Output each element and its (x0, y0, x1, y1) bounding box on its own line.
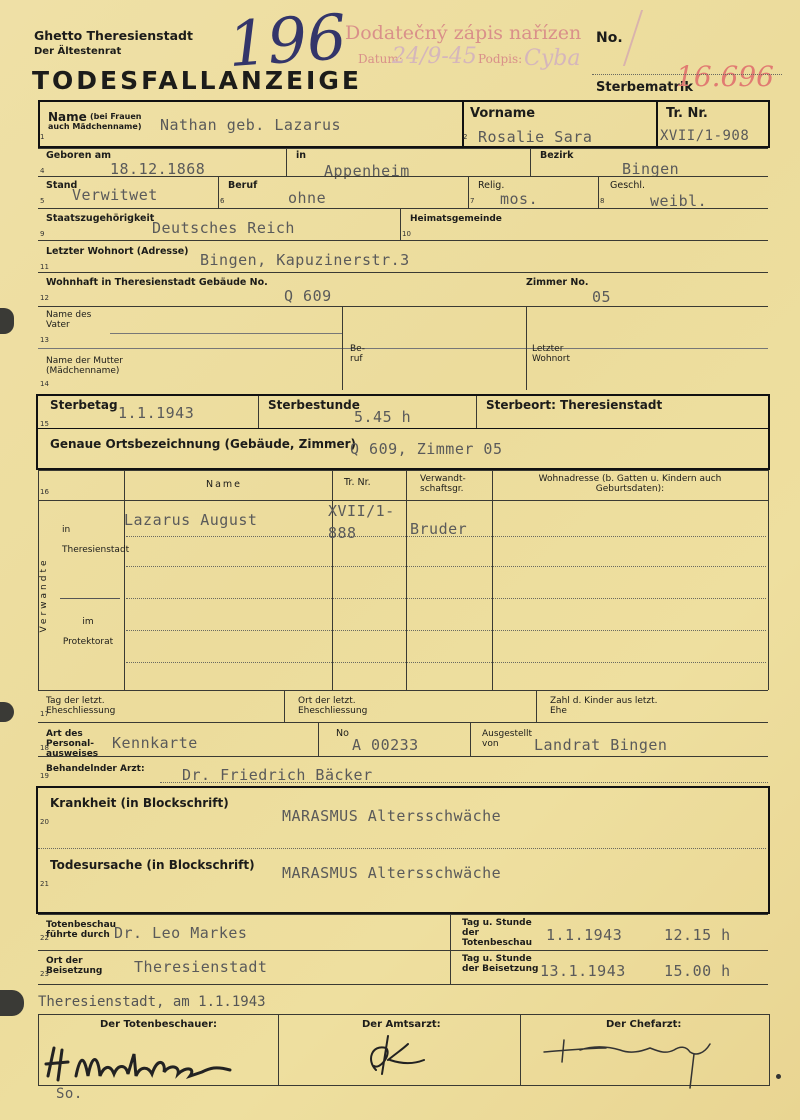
signature-amtsarzt (358, 1030, 458, 1080)
binding-hole-1 (0, 308, 14, 334)
trnr-label: Tr. Nr. (666, 106, 708, 121)
wohnhaft-label: Wohnhaft in Theresienstadt Gebäude No. (46, 277, 268, 288)
krankheit-value: MARASMUS Altersschwäche (282, 807, 502, 825)
beisetzung-tag-label: Tag u. Stunde der Beisetzung (462, 954, 539, 974)
stamp-frame (583, 10, 643, 66)
signature-totenbeschauer (40, 1036, 240, 1086)
org-line2: Der Ältestenrat (34, 46, 122, 57)
parents-wohnort-label: Letzter Wohnort (532, 344, 571, 364)
mutter-label: Name der Mutter (Mädchenname) (46, 356, 123, 376)
place-date (38, 994, 266, 1010)
sterbetag-label: Sterbetag (50, 398, 118, 412)
staats-label: Staatszugehörigkeit (46, 213, 155, 224)
heimat-label: Heimatsgemeinde (410, 214, 502, 224)
org-line1: Ghetto Theresienstadt (34, 28, 193, 43)
beruf-value: ohne (288, 189, 327, 207)
ehe-ort-label: Ort der letzt. Eheschliessung (298, 696, 368, 716)
signature-chefarzt (540, 1034, 730, 1094)
geschl-value: weibl. (650, 192, 708, 210)
todesursache-label: Todesursache (in Blockschrift) (50, 858, 255, 872)
beschau-tag-label: Tag u. Stunde der Totenbeschau (462, 918, 533, 948)
hole-punch (776, 1074, 781, 1079)
beschau-hour: 12.15 h (664, 926, 731, 944)
place-date-text: Theresienstadt, am 1.1.1943 (38, 994, 266, 1010)
sterbestunde-value: 5.45 h (354, 408, 412, 426)
document-title: TODESFALLANZEIGE (32, 66, 362, 95)
sterbetag-value: 1.1.1943 (118, 404, 195, 422)
sig2-label: Der Amtsarzt: (362, 1019, 441, 1030)
rel-col-name: Name (206, 479, 243, 490)
parents-beruf-label: Be-ruf (350, 344, 365, 364)
rel-col-verw: Verwandt-schaftsgr. (420, 474, 466, 494)
krankheit-label: Krankheit (in Blockschrift) (50, 796, 229, 810)
handwritten-number: 196 (225, 0, 349, 82)
zimmer-label: Zimmer No. (526, 277, 589, 288)
bezirk-value: Bingen (622, 160, 680, 178)
sterbematrik-label: Sterbematrik (596, 80, 693, 95)
ausweis-art-value: Kennkarte (112, 734, 198, 752)
staats-value: Deutsches Reich (152, 219, 295, 237)
death-notice-document: Ghetto Theresienstadt Der Ältestenrat TODESFALLANZEIGE 196 Dodatečný zápis nařízen No. Datum: Podpis: 24/9-45 Cyba Sterbematrik 16.696 Name (bei Frauen auch Mädchenname) 1 Nathan geb. Lazarus Vorname 2 Rosalie Sara Tr. Nr. XVII/1-908 Geboren am 4 18.12.1868 in Appenheim Bezirk Bingen Stand 5 Verwitwet Beruf 6 ohne Relig. 7 mos. Geschl. 8 weibl. Staatszugehörigkeit 9 Deutsches Reich Heimatsgemeinde 10 Letzter Wohnort (Adresse) 11 Bingen, Kapuzinerstr.3 Wohnhaft in Theresienstadt Gebäude No. 12 Q 609 Zimmer No. 05 Name des Vater 13 Name der Mutter (Mädchenname) 14 Be-ruf Letzter Wohnort Sterbetag 15 1.1.1943 Sterbestunde 5.45 h Sterbeort: Theresienstadt Genaue Ortsbezeichnung (Gebäude, Zimmer) Q 609, Zimmer 05 16 Name Tr. Nr. Verwandt-schaftsgr. Wohnadresse (b. Gatten u. Kindern auch Geburtsdaten): Verwandte in Theresienstadt im Protektorat Lazarus August XVII/1-888 Bruder Tag der letzt. Eheschliessung 17 Ort der letzt. Eheschliessung Zahl d. Kinder aus letzt. Ehe Art des Personal-ausweises 18 Kennkarte No A 00233 Ausgestellt von Landrat Bingen Behandelnder Arzt: 19 Dr. Friedrich Bäcker Krankheit (in Blockschrift) 20 MARASMUS Altersschwäche Todesursache (in Blockschrift) 21 MARASMUS Altersschwäche Totenbeschau führte durch 22 Dr. Leo Markes Tag u. Stunde der Totenbeschau 1.1.1943 12.15 h Ort der Beisetzung 23 Theresienstadt Tag u. Stunde der Beisetzung 13.1.1943 15.00 h Theresienstadt, am 1.1.1943 Der Totenbeschauer: Der Amtsarzt: Der Chefarzt: So. (0, 0, 800, 1120)
stamp-datum-label: Datum: (358, 52, 403, 66)
geschl-label: Geschl. (610, 180, 646, 191)
beisetzung-hour: 15.00 h (664, 962, 731, 980)
rel-side-label: Verwandte (39, 557, 49, 633)
sterbestunde-label: Sterbestunde (268, 398, 360, 412)
totenbeschau-value: Dr. Leo Markes (114, 924, 248, 942)
beruf-label: Beruf (228, 180, 258, 191)
genaue-value: Q 609, Zimmer 05 (350, 440, 503, 458)
stamp-date-value: 24/9-45 (392, 44, 477, 69)
wohnhaft-value: Q 609 (284, 287, 332, 305)
stamp-no-label: No. (596, 30, 623, 46)
beisetzung-ort-label: Ort der Beisetzung (46, 956, 103, 976)
binding-tear (0, 990, 24, 1016)
genaue-label: Genaue Ortsbezeichnung (Gebäude, Zimmer) (50, 437, 357, 451)
sterbematrik-value: 16.696 (676, 60, 774, 93)
arzt-value: Dr. Friedrich Bäcker (182, 766, 373, 784)
vater-label: Name des Vater (46, 310, 92, 330)
ausweis-aus-value: Landrat Bingen (534, 736, 668, 754)
rel-im-protektorat: im Protektorat (62, 617, 114, 647)
arzt-label: Behandelnder Arzt: (46, 764, 145, 774)
totenbeschau-label: Totenbeschau führte durch (46, 920, 117, 940)
vorname-label: Vorname (470, 106, 536, 121)
name-value: Nathan geb. Lazarus (160, 116, 342, 134)
sig3-label: Der Chefarzt: (606, 1019, 682, 1030)
ausweis-no-label: No (336, 728, 349, 739)
vorname-value: Rosalie Sara (478, 128, 593, 146)
in-label: in (296, 150, 307, 161)
ausweis-aus-label: Ausgestellt von (482, 729, 533, 749)
sterbeort-label: Sterbeort: Theresienstadt (486, 398, 663, 412)
trnr-value: XVII/1-908 (660, 128, 750, 144)
stamp-text: Dodatečný zápis nařízen (345, 22, 582, 44)
relig-value: mos. (500, 190, 539, 208)
beschau-date: 1.1.1943 (546, 926, 623, 944)
footer-so: So. (56, 1086, 83, 1102)
ausweis-art-label: Art des Personal-ausweises (46, 729, 99, 759)
rel-col-trnr: Tr. Nr. (344, 477, 371, 488)
todesursache-value: MARASMUS Altersschwäche (282, 864, 502, 882)
binding-hole-2 (0, 702, 14, 722)
relative-relation: Bruder (410, 520, 468, 538)
relative-name: Lazarus August (124, 511, 258, 529)
beisetzung-date: 13.1.1943 (540, 962, 626, 980)
rel-in-theresienstadt: in Theresienstadt (62, 525, 130, 555)
geboren-label: Geboren am (46, 150, 112, 161)
wohnort-value: Bingen, Kapuzinerstr.3 (200, 251, 410, 269)
geboren-value: 18.12.1868 (110, 160, 206, 178)
stamp-signature: Cyba (524, 46, 581, 71)
name-label: Name (48, 110, 87, 124)
beisetzung-ort-value: Theresienstadt (134, 958, 268, 976)
rel-col-addr: Wohnadresse (b. Gatten u. Kindern auch Geburtsdaten): (538, 474, 722, 494)
sig1-label: Der Totenbeschauer: (100, 1019, 218, 1030)
name-sublabel: (bei Frauen auch Mädchenname) (48, 112, 142, 131)
ehe-kinder-label: Zahl d. Kinder aus letzt. Ehe (550, 696, 658, 716)
bezirk-label: Bezirk (540, 150, 574, 161)
relig-label: Relig. (478, 180, 505, 191)
wohnort-label: Letzter Wohnort (Adresse) (46, 246, 189, 257)
ehe-tag-label: Tag der letzt. Eheschliessung (46, 696, 116, 716)
relative-trnr: XVII/1-888 (328, 502, 395, 542)
stamp-podpis-label: Podpis: (478, 52, 523, 66)
zimmer-value: 05 (592, 288, 612, 306)
stand-value: Verwitwet (72, 186, 158, 204)
in-value: Appenheim (324, 162, 410, 180)
stand-label: Stand (46, 180, 78, 191)
ausweis-no-value: A 00233 (352, 736, 419, 754)
